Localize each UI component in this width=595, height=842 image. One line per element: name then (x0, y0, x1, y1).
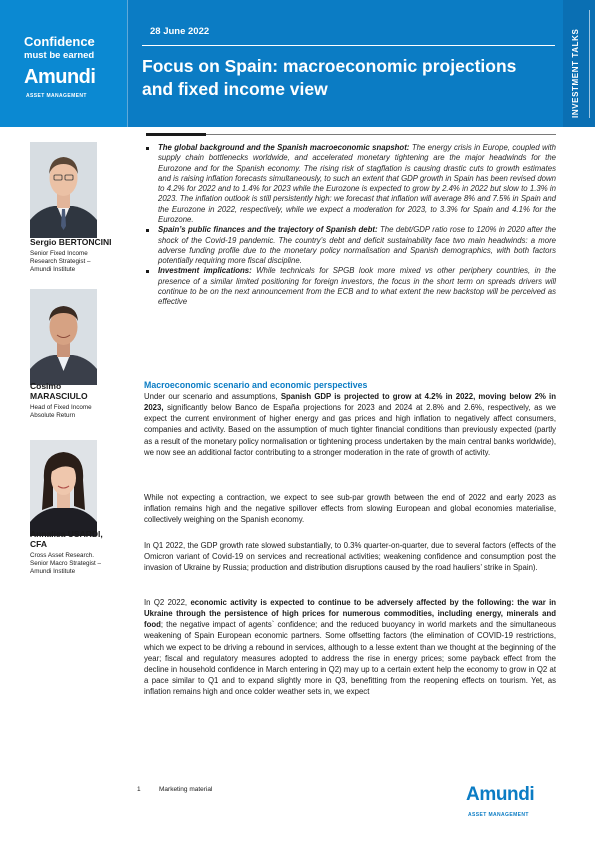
accent-bar (146, 133, 206, 136)
author-role-line: Amundi Institute (30, 266, 76, 274)
author-photo (30, 142, 97, 238)
para-text: ; the negative impact of agents` confidence; and the reduced buoyancy in world markets and the simultaneous weakening of Spain European economic partners. Some offsetting factors (the elimination of COVID-19 restrictions, which we expect to be driving a rebound in services, although to a lesse extent than we thought at the beginning of the year; fiscal and regulatory measures adopted to address the rise in energy prices; some payback effect from the decline in household confidence in March entering in Q2) may up to a certain extent help the economy to grow in Q2 at a pace similar to Q1 and to expand slightly more in Q3, benefitting from the reopening effects on tourism. Yet, as inflation remains high and once colder weather sets in, we expect (144, 620, 556, 697)
author-role (30, 404, 135, 420)
page-number: 1 (137, 786, 141, 793)
tagline-line-1: Confidence (24, 34, 95, 49)
key-point-text: The energy crisis in Europe, coupled with supply chain bottlenecks worldwide, and accelerated monetary tightening are the major headwinds for the Eurozone and for the Spanish economy. The rising risk of stagflation is causing drastic cuts to growth estimates and is raising inflation forecasts simultaneously, to such an extent that GDP growth in Spain has been revised down to 4.2% for 2022 and to 1.4% for 2023 while the Eurozone is expected to grow by 2.4% in 2022 but slow to 1.3% in 2023. The inflation outlook is still persistently high: we forecast that inflation will average 8% and 7.5% in Spain and the Eurozone in 2022, respectively, while we expect a moderation for 2023, to 3.3% for Spain and 4.1% for the Eurozone. (158, 143, 556, 224)
brand-tagline (24, 35, 95, 62)
author-name (30, 238, 112, 248)
page-title: Focus on Spain: macroeconomic projections and fixed income view (142, 56, 517, 99)
footer-logo-subtitle: ASSET MANAGEMENT (468, 812, 529, 818)
key-point-lead: The global background and the Spanish macroeconomic snapshot: (158, 143, 410, 152)
date-rule (142, 45, 555, 46)
body-paragraph: In Q1 2022, the GDP growth rate slowed substantially, to 0.3% quarter-on-quarter, due to several factors (effects of the Omicron variant of Covid-19 on services and recreational activities; weakening confidence and consumption post the invasion of Ukraine by Russia; production and distribution disruptions caused by the road hauliers’ strike in Spain). (144, 541, 556, 573)
para-text: In Q2 2022, (144, 598, 191, 607)
author-role-line: Head of Fixed Income (30, 404, 92, 411)
para-emphasis: economic activity is expected to continue to be adversely affected by the following: the war in Ukraine through the persistence of high prices for numerous commodities, including energy, minerals and food (144, 598, 557, 630)
header-divider (127, 0, 128, 127)
key-point-lead: Investment implications: (158, 266, 252, 276)
author-role (30, 552, 135, 577)
author-role (30, 250, 135, 275)
author-role-line: Amundi Institute (30, 568, 76, 576)
side-tab-label: INVESTMENT TALKS (571, 28, 580, 118)
para-text: significantly below Banco de España projections for 2023 and 2024 at 2.8% and 2.6%, respectively, as we expect the current environment of higher energy and gas prices and high inflation to negatively affect consumers, companies and activity. Based on the assumption of much tighter financial conditions than previously expected (partly as a result of the monetary policy normalisation or tightening process undertaken by the main central banks worldwide), we now see an additional factor contributing to a stronger moderation in the rate of growth of activity. (144, 403, 556, 457)
author-photo (30, 289, 97, 385)
key-point (144, 225, 556, 266)
author-name-line: Sergio BERTONCINI (30, 237, 112, 247)
section-title: Macroeconomic scenario and economic perspectives (144, 380, 368, 390)
side-tab-line (589, 10, 590, 118)
key-point-lead: Spain’s public finances and the trajectory of Spanish debt: (158, 225, 378, 235)
para-emphasis: Spanish GDP is projected to grow at 4.2% in 2022, moving below 2% in 2023, (144, 392, 556, 413)
author-photo (30, 440, 97, 536)
body-paragraph (144, 391, 556, 458)
author-role-line: Absolute Return (30, 412, 76, 420)
author-role-line: Research Strategist – (30, 258, 91, 266)
author-name-line: MARASCIULO (30, 390, 88, 401)
author-name-line: CFA (30, 538, 47, 549)
key-point (144, 143, 556, 225)
author-role-line: Cross Asset Research. (30, 552, 95, 559)
author-role-line: Senior Macro Strategist – (30, 560, 102, 568)
amundi-logo: Amundi (24, 66, 96, 88)
author-role-line: Senior Fixed Income (30, 250, 88, 257)
author-name-line: Annalisa USARDI, (30, 529, 103, 539)
author-name (30, 530, 103, 550)
tagline-line-2: must be earned (24, 50, 95, 62)
para-text: Under our scenario and assumptions, (144, 392, 281, 401)
brand-box (0, 0, 127, 127)
footer-label: Marketing material (159, 786, 213, 793)
body-paragraph (144, 597, 556, 697)
footer-amundi-logo: Amundi (466, 784, 535, 805)
accent-line (206, 134, 556, 135)
publication-date: 28 June 2022 (150, 26, 210, 37)
key-point-text: While technicals for SPGB look more mixed vs other periphery countries, in the presence of a similar limited positioning for foreign investors, the focus in the short term on spreads drivers will continue to be on the next announcement from the ECB and to what extent the new backstop will be perceived as effective (158, 266, 556, 307)
amundi-logo-subtitle: ASSET MANAGEMENT (26, 93, 87, 99)
key-point (144, 266, 556, 307)
author-name (30, 382, 88, 402)
key-points-list (144, 143, 556, 308)
body-paragraph: While not expecting a contraction, we expect to see sub-par growth between the end of 2022 and early 2023 as inflation remains high and the negative spillover effects from slowing European and global economies materialise, collectively weighing on the Spanish economy. (144, 493, 556, 525)
author-name-line: Cosimo (30, 381, 62, 391)
key-point-text: The debt/GDP ratio rose to 120% in 2020 after the shock of the Covid-19 pandemic. The country’s debt and deficit sustainability face two main headwinds: a more adverse funding profile due to the monetary policy normalisation and Spanish demographics, with both factors potentially requiring more fiscal discipline. (158, 225, 557, 266)
